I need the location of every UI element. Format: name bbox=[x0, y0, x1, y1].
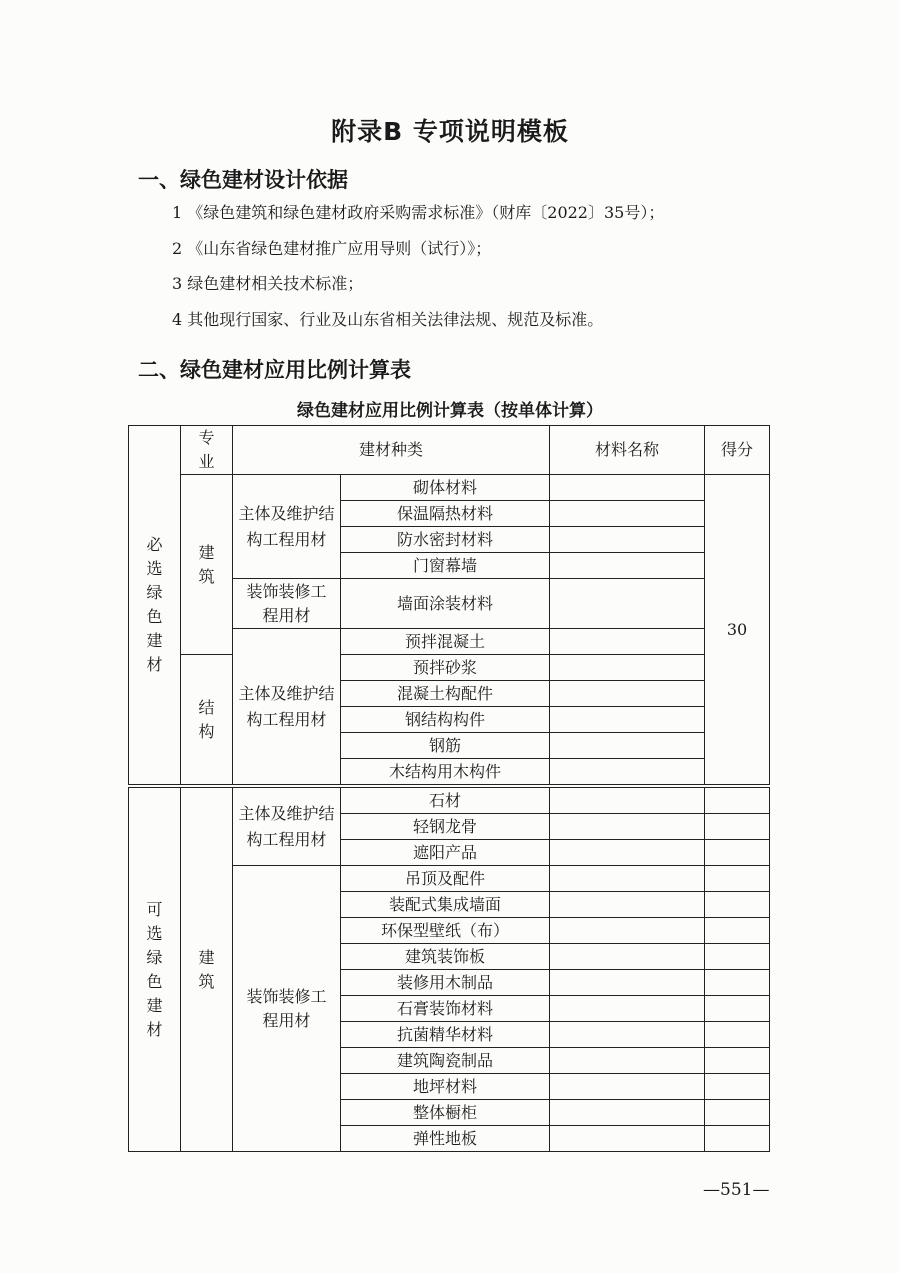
material-type-cell: 墙面涂装材料 bbox=[341, 579, 550, 629]
score-cell[interactable] bbox=[705, 918, 770, 944]
material-name-cell[interactable] bbox=[550, 629, 705, 655]
material-name-cell[interactable] bbox=[550, 707, 705, 733]
material-type-cell: 预拌砂浆 bbox=[341, 655, 550, 681]
score-cell[interactable] bbox=[705, 892, 770, 918]
material-type-cell: 门窗幕墙 bbox=[341, 553, 550, 579]
table-row bbox=[129, 788, 770, 814]
score-cell[interactable] bbox=[705, 814, 770, 840]
score-cell[interactable] bbox=[705, 1022, 770, 1048]
material-type-cell: 装修用木制品 bbox=[341, 970, 550, 996]
group-cell: 装饰装修工程用材 bbox=[233, 866, 341, 1152]
material-name-cell[interactable] bbox=[550, 892, 705, 918]
material-type-cell: 轻钢龙骨 bbox=[341, 814, 550, 840]
material-name-cell[interactable] bbox=[550, 996, 705, 1022]
material-name-cell[interactable] bbox=[550, 655, 705, 681]
score-cell[interactable] bbox=[705, 970, 770, 996]
material-type-cell: 石膏装饰材料 bbox=[341, 996, 550, 1022]
page-title: 附录B 专项说明模板 bbox=[331, 117, 569, 146]
discipline-cell: 结构 bbox=[181, 655, 233, 785]
material-type-cell: 遮阳产品 bbox=[341, 840, 550, 866]
material-name-cell[interactable] bbox=[550, 681, 705, 707]
material-type-cell: 弹性地板 bbox=[341, 1126, 550, 1152]
material-type-cell: 环保型壁纸（布） bbox=[341, 918, 550, 944]
group-cell: 主体及维护结构工程用材 bbox=[233, 629, 341, 785]
optional-category-label: 可选绿色建材 bbox=[146, 899, 163, 1039]
material-type-cell: 混凝土构配件 bbox=[341, 681, 550, 707]
basis-item: 1 《绿色建筑和绿色建材政府采购需求标准》（财库〔2022〕35号）； bbox=[172, 203, 665, 222]
material-name-cell[interactable] bbox=[550, 733, 705, 759]
material-type-cell: 保温隔热材料 bbox=[341, 501, 550, 527]
material-type-cell: 钢筋 bbox=[341, 733, 550, 759]
table-caption: 绿色建材应用比例计算表（按单体计算） bbox=[297, 401, 603, 421]
score-cell[interactable] bbox=[705, 866, 770, 892]
material-name-cell[interactable] bbox=[550, 1048, 705, 1074]
section-heading-table: 二、绿色建材应用比例计算表 bbox=[138, 358, 411, 382]
material-name-cell[interactable] bbox=[550, 1126, 705, 1152]
page-number: —551— bbox=[703, 1180, 770, 1200]
material-name-cell[interactable] bbox=[550, 579, 705, 629]
material-type-cell: 吊顶及配件 bbox=[341, 866, 550, 892]
score-cell[interactable] bbox=[705, 1048, 770, 1074]
material-name-cell[interactable] bbox=[550, 840, 705, 866]
material-name-cell[interactable] bbox=[550, 1100, 705, 1126]
material-type-cell: 防水密封材料 bbox=[341, 527, 550, 553]
table-row bbox=[129, 475, 770, 501]
score-cell[interactable] bbox=[705, 944, 770, 970]
score-cell[interactable] bbox=[705, 1126, 770, 1152]
score-cell[interactable] bbox=[705, 840, 770, 866]
required-category-cell bbox=[129, 426, 181, 785]
material-name-cell[interactable] bbox=[550, 866, 705, 892]
score-cell: 30 bbox=[705, 475, 770, 785]
material-name-cell[interactable] bbox=[550, 944, 705, 970]
material-type-cell: 装配式集成墙面 bbox=[341, 892, 550, 918]
score-cell[interactable] bbox=[705, 1100, 770, 1126]
header-material-type: 建材种类 bbox=[233, 426, 550, 475]
required-category-label: 必选绿色建材 bbox=[146, 535, 163, 674]
calc-table bbox=[128, 425, 770, 785]
optional-category-cell bbox=[129, 788, 181, 1152]
material-name-cell[interactable] bbox=[550, 475, 705, 501]
score-cell[interactable] bbox=[705, 788, 770, 814]
material-type-cell: 预拌混凝土 bbox=[341, 629, 550, 655]
material-type-cell: 石材 bbox=[341, 788, 550, 814]
group-cell: 主体及维护结构工程用材 bbox=[233, 788, 341, 866]
material-name-cell[interactable] bbox=[550, 759, 705, 785]
table-header-row bbox=[129, 426, 770, 475]
material-name-cell[interactable] bbox=[550, 918, 705, 944]
group-cell: 主体及维护结构工程用材 bbox=[233, 475, 341, 579]
section-heading-basis: 一、绿色建材设计依据 bbox=[138, 168, 348, 192]
group-cell: 装饰装修工程用材 bbox=[233, 579, 341, 629]
material-name-cell[interactable] bbox=[550, 501, 705, 527]
material-type-cell: 整体橱柜 bbox=[341, 1100, 550, 1126]
material-name-cell[interactable] bbox=[550, 553, 705, 579]
header-score: 得分 bbox=[705, 426, 770, 475]
material-name-cell[interactable] bbox=[550, 1022, 705, 1048]
basis-item: 3 绿色建材相关技术标准； bbox=[172, 274, 364, 293]
material-name-cell[interactable] bbox=[550, 970, 705, 996]
basis-item: 4 其他现行国家、行业及山东省相关法律法规、规范及标准。 bbox=[172, 310, 604, 329]
material-type-cell: 抗菌精华材料 bbox=[341, 1022, 550, 1048]
material-type-cell: 地坪材料 bbox=[341, 1074, 550, 1100]
material-type-cell: 建筑装饰板 bbox=[341, 944, 550, 970]
material-name-cell[interactable] bbox=[550, 527, 705, 553]
material-type-cell: 砌体材料 bbox=[341, 475, 550, 501]
table-row bbox=[129, 655, 770, 681]
score-cell[interactable] bbox=[705, 996, 770, 1022]
material-name-cell[interactable] bbox=[550, 788, 705, 814]
header-specialty: 专业 bbox=[181, 426, 233, 475]
material-type-cell: 钢结构构件 bbox=[341, 707, 550, 733]
material-name-cell[interactable] bbox=[550, 814, 705, 840]
material-name-cell[interactable] bbox=[550, 1074, 705, 1100]
score-cell[interactable] bbox=[705, 1074, 770, 1100]
basis-item: 2 《山东省绿色建材推广应用导则（试行）》； bbox=[172, 239, 492, 258]
material-type-cell: 建筑陶瓷制品 bbox=[341, 1048, 550, 1074]
calc-table-optional bbox=[128, 787, 770, 1152]
discipline-cell: 建筑 bbox=[181, 788, 233, 1152]
material-type-cell: 木结构用木构件 bbox=[341, 759, 550, 785]
header-material-name: 材料名称 bbox=[550, 426, 705, 475]
discipline-cell: 建筑 bbox=[181, 475, 233, 655]
